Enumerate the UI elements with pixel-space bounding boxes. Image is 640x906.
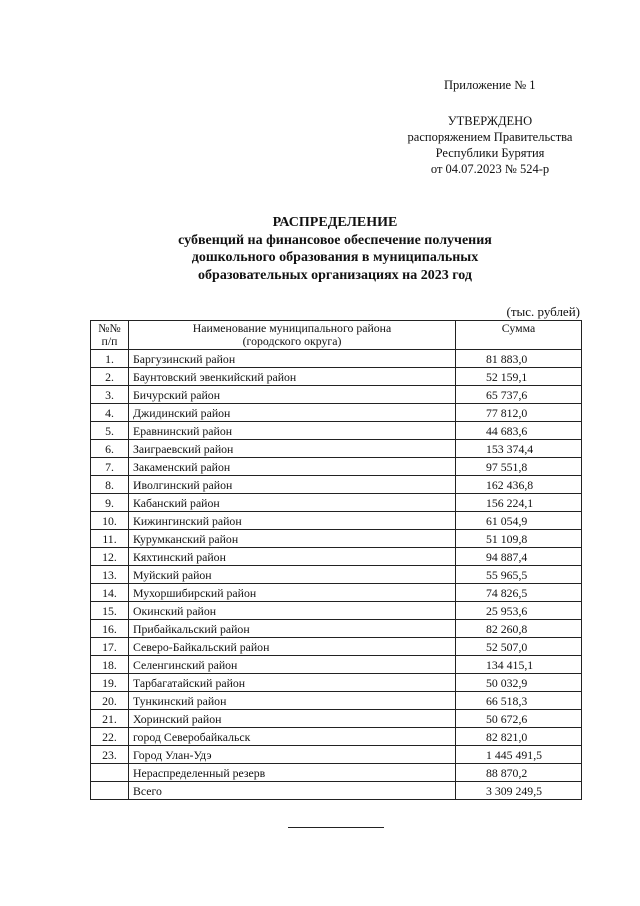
row-sum: 82 821,0 [456,728,582,746]
row-sum: 3 309 249,5 [456,782,582,800]
approval-line: распоряжением Правительства [407,130,573,144]
row-name: Тарбагатайский район [129,674,456,692]
row-sum: 77 812,0 [456,404,582,422]
title-line: дошкольного образования в муниципальных [191,250,479,265]
row-number: 20. [91,692,129,710]
row-name: Заиграевский район [129,440,456,458]
table-row [91,602,582,620]
row-sum: 44 683,6 [456,422,582,440]
row-number: 2. [91,368,129,386]
row-name: Тункинский район [129,692,456,710]
row-name: Муйский район [129,566,456,584]
table-row [91,782,582,800]
header-number [91,321,129,350]
table-row [91,692,582,710]
approval-title: УТВЕРЖДЕНО [447,114,533,128]
row-sum: 88 870,2 [456,764,582,782]
row-sum: 74 826,5 [456,584,582,602]
row-name: Селенгинский район [129,656,456,674]
row-sum: 52 507,0 [456,638,582,656]
row-name: Хоринский район [129,710,456,728]
row-sum: 51 109,8 [456,530,582,548]
table-row [91,746,582,764]
row-name: Мухоршибирский район [129,584,456,602]
title-line: РАСПРЕДЕЛЕНИЕ [272,215,398,230]
row-sum: 81 883,0 [456,350,582,368]
row-sum: 61 054,9 [456,512,582,530]
table-row [91,458,582,476]
footer-divider [288,827,384,828]
row-sum: 156 224,1 [456,494,582,512]
row-sum: 65 737,6 [456,386,582,404]
row-name: Закаменский район [129,458,456,476]
header-number-line1: №№ [98,321,121,335]
header-name [129,321,456,350]
row-name: город Северобайкальск [129,728,456,746]
row-name: Баргузинский район [129,350,456,368]
table-row [91,512,582,530]
row-name: Кабанский район [129,494,456,512]
row-sum: 82 260,8 [456,620,582,638]
row-name: Бичурский район [129,386,456,404]
table-row [91,764,582,782]
row-name: Баунтовский эвенкийский район [129,368,456,386]
row-sum: 50 032,9 [456,674,582,692]
row-sum: 97 551,8 [456,458,582,476]
table-row [91,710,582,728]
row-sum: 1 445 491,5 [456,746,582,764]
row-number [91,782,129,800]
row-number: 10. [91,512,129,530]
table-row [91,350,582,368]
row-number: 5. [91,422,129,440]
approval-block [380,113,600,177]
table-row [91,566,582,584]
row-sum: 134 415,1 [456,656,582,674]
row-number: 21. [91,710,129,728]
table-row [91,584,582,602]
row-sum: 52 159,1 [456,368,582,386]
row-name: Северо-Байкальский район [129,638,456,656]
row-number: 7. [91,458,129,476]
row-name: Окинский район [129,602,456,620]
title-line: субвенций на финансовое обеспечение получения [178,232,492,248]
row-number: 13. [91,566,129,584]
row-number: 23. [91,746,129,764]
table-row [91,656,582,674]
table-row [91,476,582,494]
row-sum: 162 436,8 [456,476,582,494]
table-row [91,404,582,422]
row-number [91,764,129,782]
row-number: 14. [91,584,129,602]
row-name: Всего [129,782,456,800]
row-name: Иволгинский район [129,476,456,494]
row-number: 3. [91,386,129,404]
row-sum: 66 518,3 [456,692,582,710]
row-number: 22. [91,728,129,746]
row-number: 12. [91,548,129,566]
document-title [90,214,580,284]
header-name-line1: Наименование муниципального района [192,321,392,335]
row-sum: 50 672,6 [456,710,582,728]
header-sum [456,321,582,350]
row-number: 4. [91,404,129,422]
table-row [91,638,582,656]
table-row [91,386,582,404]
row-name: Нераспределенный резерв [129,764,456,782]
row-number: 8. [91,476,129,494]
table-row [91,368,582,386]
row-name: Прибайкальский район [129,620,456,638]
row-number: 19. [91,674,129,692]
row-number: 11. [91,530,129,548]
approval-date: от 04.07.2023 № 524-р [430,162,550,176]
table-row [91,530,582,548]
unit-label: (тыс. рублей) [506,304,580,319]
header-sum-label: Сумма [501,321,536,335]
distribution-table [90,320,582,800]
title-line: образовательных организациях на 2023 год [198,267,472,283]
table-row [91,548,582,566]
row-sum: 25 953,6 [456,602,582,620]
row-name: Курумканский район [129,530,456,548]
row-number: 18. [91,656,129,674]
row-number: 15. [91,602,129,620]
table-row [91,674,582,692]
table-row [91,422,582,440]
row-number: 1. [91,350,129,368]
table-row [91,728,582,746]
row-name: Кижингинский район [129,512,456,530]
appendix-label: Приложение № 1 [444,78,536,92]
header-name-line2: (городского округа) [242,334,342,348]
row-name: Город Улан-Удэ [129,746,456,764]
table-row [91,440,582,458]
row-name: Еравнинский район [129,422,456,440]
row-sum: 94 887,4 [456,548,582,566]
approval-line: Республики Бурятия [435,146,545,160]
row-sum: 153 374,4 [456,440,582,458]
table-row [91,620,582,638]
row-number: 16. [91,620,129,638]
row-number: 17. [91,638,129,656]
row-number: 6. [91,440,129,458]
table-header-row [91,321,582,350]
table-row [91,494,582,512]
row-number: 9. [91,494,129,512]
row-name: Кяхтинский район [129,548,456,566]
row-sum: 55 965,5 [456,566,582,584]
row-name: Джидинский район [129,404,456,422]
header-number-line2: п/п [101,334,118,348]
